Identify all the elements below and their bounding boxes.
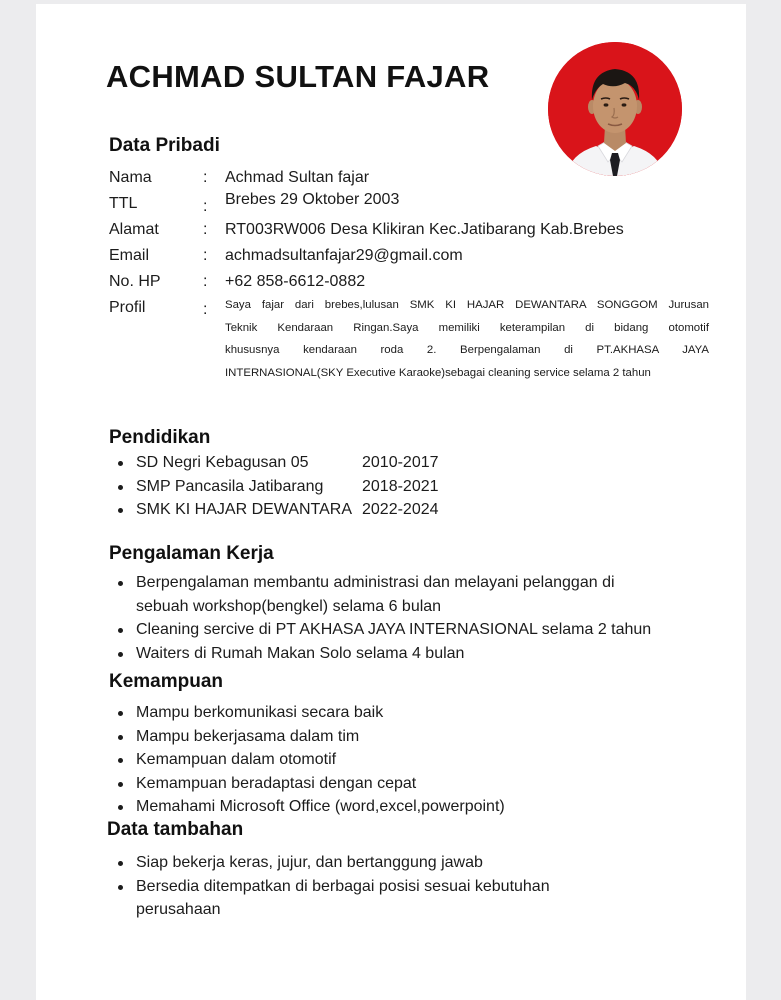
school-years: 2018-2021 (362, 477, 439, 495)
list-item-text: Bersedia ditempatkan di berbagai posisi sesuai kebutuhan (136, 877, 550, 895)
info-separator: : (203, 169, 208, 186)
portrait-icon (548, 42, 682, 176)
school-name: SMP Pancasila Jatibarang (136, 477, 324, 495)
info-label: Email (109, 247, 150, 264)
list-item (109, 475, 439, 499)
pengalaman-list (109, 571, 651, 665)
school-name: SD Negri Kebagusan 05 (136, 454, 309, 471)
profil-line: Teknik Kendaraan Ringan.Saya memiliki keterampilan di bidang otomotif (225, 321, 709, 334)
info-label: No. HP (109, 273, 161, 290)
school-name: SMK KI HAJAR DEWANTARA (136, 501, 353, 518)
list-item-text-cont: sebuah workshop(bengkel) selama 6 bulan (136, 597, 442, 615)
kemampuan-list (109, 701, 505, 819)
profil-line: INTERNASIONAL(SKY Executive Karaoke)sebagai cleaning service selama 2 tahun (225, 366, 651, 379)
list-item: Memahami Microsoft Office (word,excel,powerpoint) (109, 795, 505, 819)
info-separator: : (203, 221, 208, 238)
list-item-text: Cleaning sercive di PT AKHASA JAYA INTERNASIONAL selama 2 tahun (136, 621, 652, 638)
school-years: 2022-2024 (362, 501, 439, 518)
list-item (109, 571, 651, 618)
info-value: RT003RW006 Desa Klikiran Kec.Jatibarang Kab.Brebes (225, 221, 624, 238)
list-item (109, 642, 651, 666)
profil-text (225, 294, 709, 384)
info-label: Profil (109, 299, 146, 316)
cv-page (36, 4, 746, 1000)
list-item (109, 618, 651, 642)
pendidikan-list (109, 451, 439, 522)
list-item: Kemampuan dalam otomotif (109, 748, 505, 772)
section-heading-data-pribadi: Data Pribadi (109, 135, 220, 156)
list-item: Mampu berkomunikasi secara baik (109, 701, 505, 725)
list-item (109, 851, 550, 875)
info-value: Achmad Sultan fajar (225, 169, 370, 186)
section-heading-pengalaman-kerja: Pengalaman Kerja (109, 543, 274, 564)
info-value: Brebes 29 Oktober 2003 (225, 191, 400, 208)
data-tambahan-list (109, 851, 550, 922)
info-separator: : (203, 301, 208, 318)
info-label: TTL (109, 195, 138, 212)
list-item (109, 498, 439, 522)
profil-line: khususnya kendaraan roda 2. Berpengalaman di PT.AKHASA JAYA (225, 344, 709, 356)
info-separator: : (203, 273, 208, 290)
list-item-text-cont: perusahaan (136, 901, 221, 918)
section-heading-pendidikan: Pendidikan (109, 427, 211, 448)
profile-photo (548, 42, 682, 176)
section-heading-data-tambahan: Data tambahan (107, 819, 244, 840)
profil-line: Saya fajar dari brebes,lulusan SMK KI HAJAR DEWANTARA SONGGOM Jurusan (225, 299, 709, 311)
info-label: Nama (109, 169, 152, 186)
section-heading-kemampuan: Kemampuan (109, 671, 224, 692)
list-item: Mampu bekerjasama dalam tim (109, 725, 505, 749)
list-item-text: Siap bekerja keras, jujur, dan bertanggung jawab (136, 854, 483, 871)
list-item (109, 451, 439, 475)
info-separator: : (203, 198, 208, 215)
list-item-text: Waiters di Rumah Makan Solo selama 4 bulan (136, 644, 465, 662)
info-value: +62 858-6612-0882 (225, 273, 366, 290)
list-item (109, 875, 550, 922)
info-label: Alamat (109, 221, 159, 238)
list-item-text: Berpengalaman membantu administrasi dan melayani pelanggan di (136, 574, 615, 591)
cv-name: ACHMAD SULTAN FAJAR (106, 59, 490, 94)
info-separator: : (203, 247, 208, 264)
school-years: 2010-2017 (362, 454, 439, 471)
list-item: Kemampuan beradaptasi dengan cepat (109, 772, 505, 796)
info-value: achmadsultanfajar29@gmail.com (225, 247, 463, 264)
